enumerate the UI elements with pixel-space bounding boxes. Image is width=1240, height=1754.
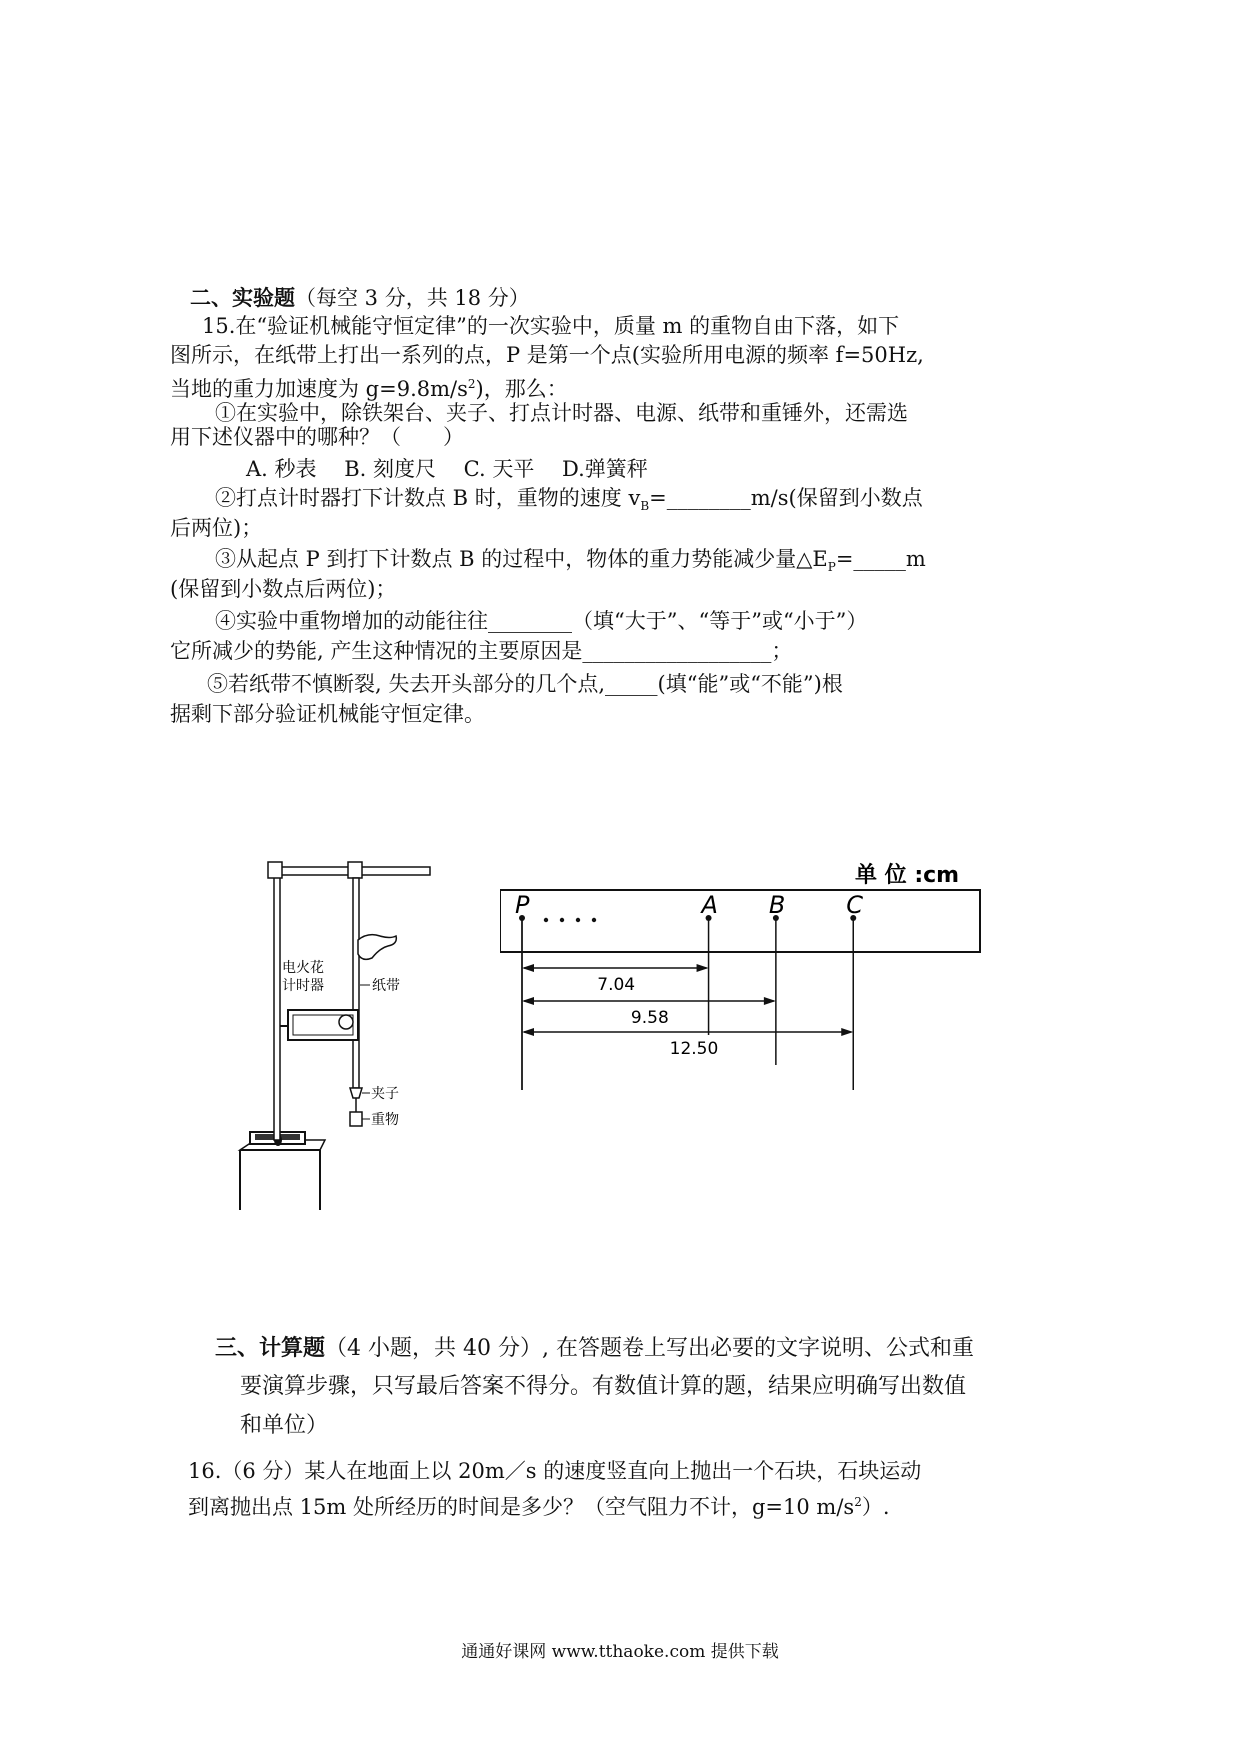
q15-part2-line-1 <box>215 484 923 520</box>
distance-label: 7.04 <box>597 975 636 995</box>
section-3-note: （4 小题，共 40 分）, 在答题卷上写出必要的文字说明、公式和重 <box>325 1336 974 1361</box>
tape-point-label: A <box>701 891 718 919</box>
arrowhead <box>522 1028 534 1036</box>
arrowhead <box>522 964 534 972</box>
q16-line-1: 16.（6 分）某人在地面上以 20m／s 的速度竖直向上抛出一个石块，石块运动 <box>188 1459 922 1483</box>
section-2-heading <box>190 284 530 312</box>
arrowhead <box>764 997 776 1005</box>
q15-stem-line-3-text: 当地的重力加速度为 g=9.8m/s <box>170 377 468 401</box>
section-3-line-3: 和单位） <box>240 1413 329 1438</box>
q15-part2-text: ②打点计时器打下计数点 B 时，重物的速度 v <box>215 486 641 510</box>
unit-label: 单 位 :cm <box>855 863 960 888</box>
hand-icon <box>358 935 396 960</box>
q15-part3-line-2: (保留到小数点后两位)； <box>170 577 397 601</box>
stand-rod <box>274 870 280 1140</box>
q15-options: A. 秒表 B. 刻度尺 C. 天平 D.弹簧秤 <box>246 457 648 481</box>
q16-line-2-end: ）. <box>861 1495 890 1519</box>
q16-line-2-text: 到离抛出点 15m 处所经历的时间是多少？（空气阻力不计，g=10 m/s <box>188 1495 855 1519</box>
q15-stem-line-1: 15.在“验证机械能守恒定律”的一次实验中，质量 m 的重物自由下落，如下 <box>202 314 900 338</box>
distance-label: 12.50 <box>669 1039 719 1059</box>
section-3-title: 三、计算题 <box>215 1336 326 1361</box>
q15-part1-text-1: ①在实验中，除铁架台、夹子、打点计时器、电源、纸带和重锤外，还需选 <box>215 401 908 425</box>
q16-line-2 <box>188 1488 890 1521</box>
distance-label: 9.58 <box>630 1008 669 1028</box>
q15-part3-blank: =_____m <box>835 547 926 571</box>
subscript: P <box>827 560 836 575</box>
tape-dot <box>544 918 548 922</box>
arrowhead <box>697 964 709 972</box>
tape-point-label: P <box>515 891 530 919</box>
clip <box>350 1088 362 1098</box>
q15-part2-blank: =________m/s(保留到小数点 <box>649 486 923 510</box>
section-2-title: 二、实验题 <box>190 286 295 310</box>
arrowhead <box>522 997 534 1005</box>
weight-label: 重物 <box>371 1112 399 1128</box>
page-footer: 通通好课网 www.tthaoke.com 提供下载 <box>461 1642 779 1662</box>
clamp-top-right <box>348 862 362 878</box>
section-3-line-2: 要演算步骤，只写最后答案不得分。有数值计算的题，结果应明确写出数值 <box>240 1374 967 1399</box>
tape-dot <box>576 918 580 922</box>
section-2-note: （每空 3 分，共 18 分） <box>295 286 530 310</box>
tape-point-label: B <box>768 891 786 919</box>
apparatus-figure <box>230 850 440 1210</box>
q15-part1-text-2: 用下述仪器中的哪种？（ ） <box>170 425 464 449</box>
q15-part5-line-2: 据剩下部分验证机械能守恒定律。 <box>170 702 485 726</box>
tape-point-label: C <box>846 891 864 919</box>
tape-strip <box>500 890 980 952</box>
tape-figure <box>500 850 1000 1100</box>
q15-part2-line-2: 后两位)； <box>170 516 263 540</box>
q15-stem-line-2: 图所示，在纸带上打出一系列的点，P 是第一个点(实验所用电源的频率 f=50Hz, <box>170 343 924 367</box>
q15-part4-line-2: 它所减少的势能, 产生这种情况的主要原因是__________________； <box>170 639 793 663</box>
clamp-top-left <box>268 862 282 878</box>
timer-label-2: 计时器 <box>282 978 324 994</box>
arrowhead <box>841 1028 853 1036</box>
subscript: B <box>640 499 650 514</box>
q15-part3-text: ③从起点 P 到打下计数点 B 的过程中，物体的重力势能减少量△E <box>215 547 828 571</box>
section-3-heading <box>215 1334 974 1364</box>
tape-dot <box>592 918 596 922</box>
superscript: 2 <box>854 1495 862 1509</box>
table <box>240 1140 325 1210</box>
weight <box>350 1112 362 1126</box>
q15-stem-line-3-end: )，那么： <box>475 377 568 401</box>
paper-tape <box>353 878 359 1088</box>
timer-label-1: 电火花 <box>282 960 324 976</box>
tape-label: 纸带 <box>372 978 400 994</box>
q15-part5-line-1: ⑤若纸带不慎断裂, 失去开头部分的几个点,_____(填“能”或“不能”)根 <box>207 672 843 696</box>
clip-label: 夹子 <box>371 1086 399 1102</box>
q15-part4-line-1: ④实验中重物增加的动能往往________（填“大于”、“等于”或“小于”） <box>215 609 868 633</box>
superscript: 2 <box>467 377 476 391</box>
tape-dot <box>560 918 564 922</box>
